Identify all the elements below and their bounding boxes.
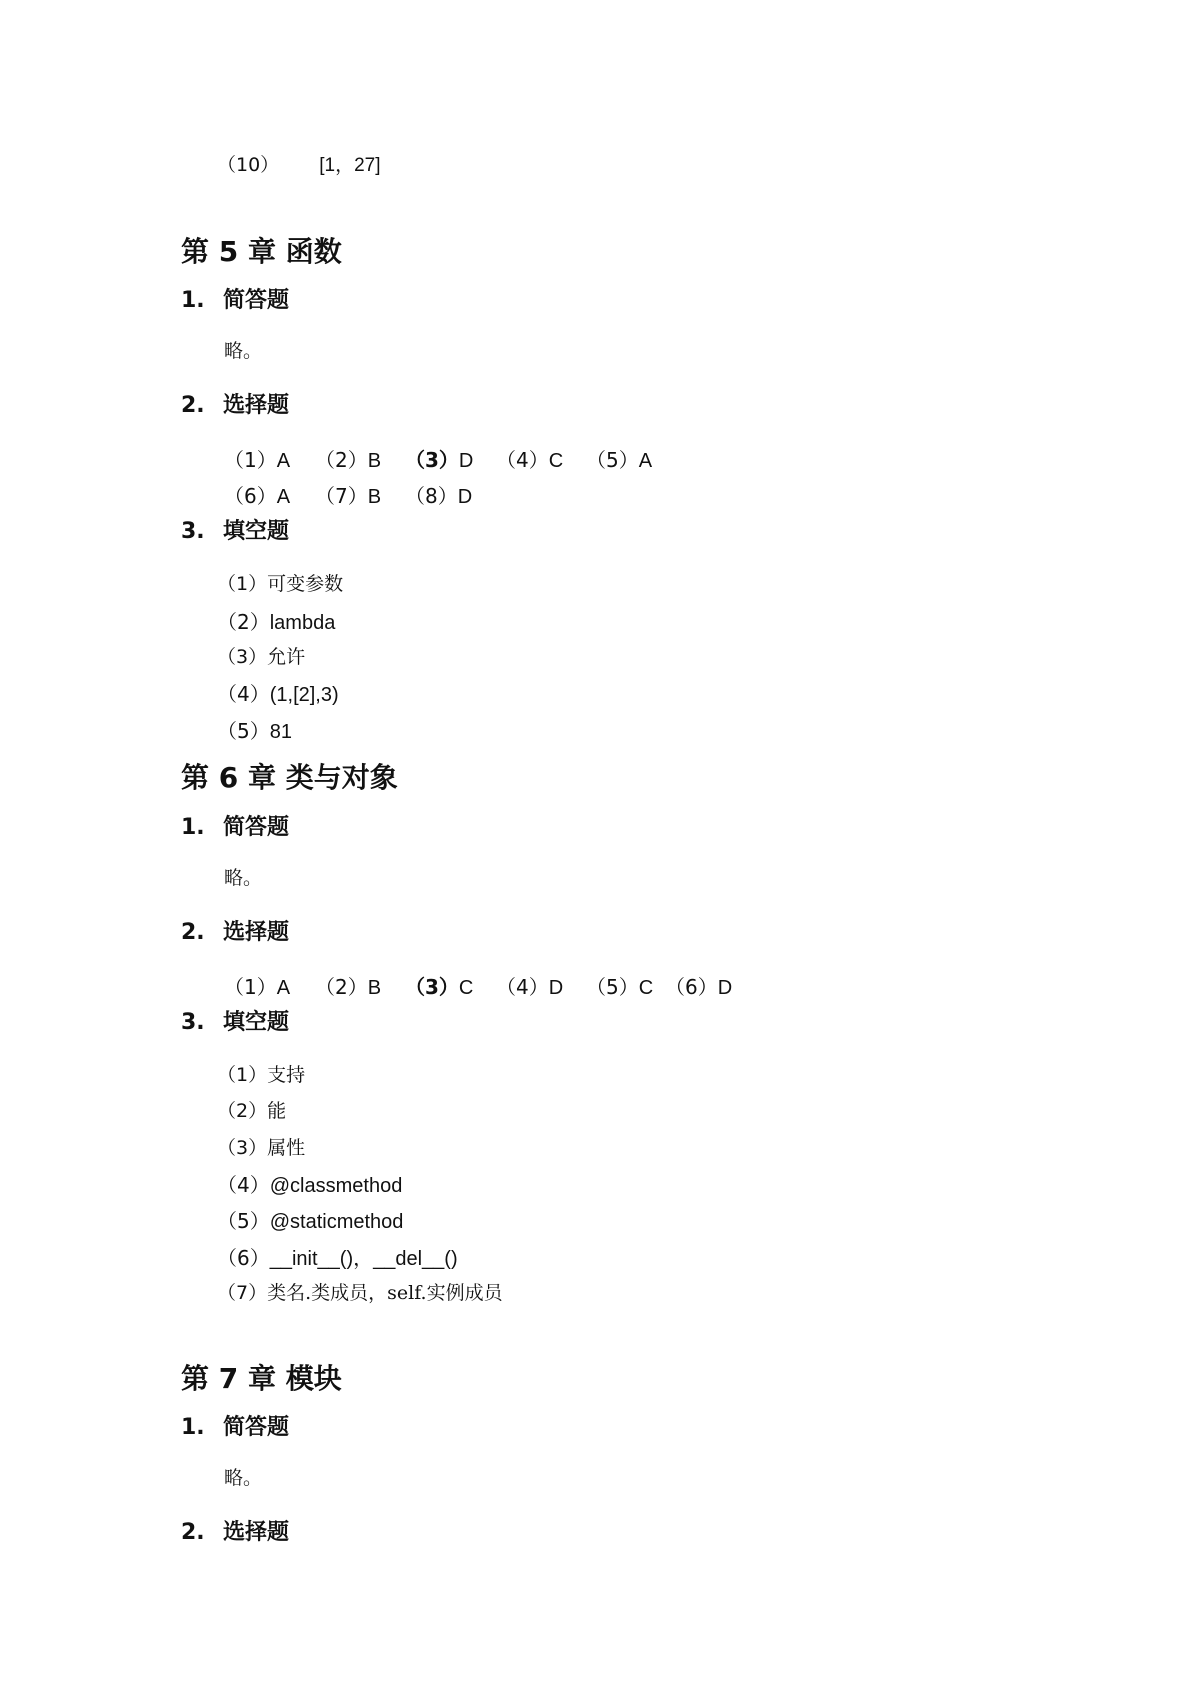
fill-answer: （7）类名.类成员，self.实例成员 — [217, 1282, 503, 1304]
fill-answer: （3）允许 — [217, 646, 306, 668]
fill-answer: （2）能 — [217, 1100, 287, 1122]
fill-answer: （1）可变参数 — [217, 573, 344, 595]
choice-answer: （7）B — [315, 484, 382, 508]
section-heading: 1. 简答题 — [181, 1415, 290, 1440]
fill-answer: （4）(1,[2],3) — [217, 682, 339, 706]
choice-answer: （1）A — [224, 975, 291, 999]
fill-answer: （5）@staticmethod — [217, 1209, 404, 1233]
choice-answer: （2）B — [315, 975, 382, 999]
choice-answer: （4）D — [496, 975, 564, 999]
section-heading: 1. 简答题 — [181, 815, 290, 840]
choice-answer: （6）A — [224, 484, 291, 508]
choice-answer: （2）B — [315, 448, 382, 472]
fill-answer: （3）属性 — [217, 1137, 306, 1159]
chapter-title: 第 7 章 模块 — [181, 1362, 342, 1395]
choice-answer: （3）C — [405, 975, 474, 999]
section-heading: 3. 填空题 — [181, 519, 290, 544]
fill-answer: （1）支持 — [217, 1064, 306, 1086]
item-value: [1，27] — [319, 155, 381, 176]
choice-answer: （8）D — [405, 484, 473, 508]
choice-answer: （6）D — [665, 975, 733, 999]
answer-item — [217, 150, 381, 177]
fill-answer: （5）81 — [217, 719, 292, 743]
section-heading: 3. 填空题 — [181, 1010, 290, 1035]
chapter-title: 第 5 章 函数 — [181, 235, 342, 268]
fill-answer: （2）lambda — [217, 610, 336, 634]
section-heading: 2. 选择题 — [181, 1520, 290, 1545]
section-heading: 1. 简答题 — [181, 288, 290, 313]
fill-answer: （6）__init__()，__del__() — [217, 1246, 458, 1270]
choice-answer: （5）A — [586, 448, 653, 472]
choice-answer: （1）A — [224, 448, 291, 472]
section-body: 略。 — [224, 340, 263, 362]
fill-answer: （4）@classmethod — [217, 1173, 403, 1197]
section-body: 略。 — [224, 867, 263, 889]
section-heading: 2. 选择题 — [181, 920, 290, 945]
choice-answer: （3）D — [405, 448, 474, 472]
section-heading: 2. 选择题 — [181, 393, 290, 418]
choice-answer: （4）C — [496, 448, 564, 472]
section-body: 略。 — [224, 1467, 263, 1489]
choice-answer: （5）C — [586, 975, 654, 999]
chapter-title: 第 6 章 类与对象 — [181, 761, 398, 794]
item-number: （10） — [217, 154, 280, 176]
